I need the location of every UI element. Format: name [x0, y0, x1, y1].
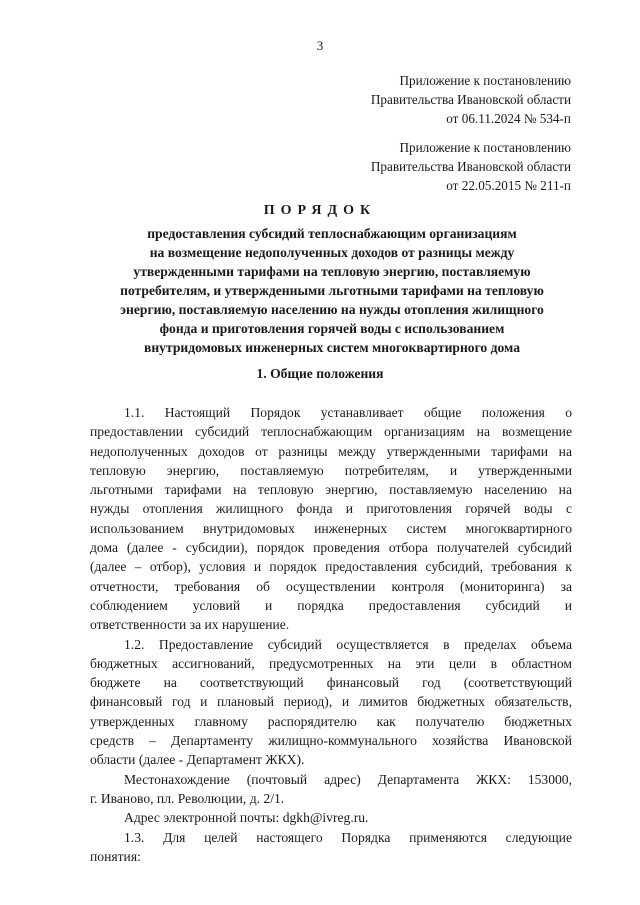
text-line: нужды отопления жилищного фонда и приготовления горячей воды с: [90, 501, 572, 517]
text-line: понятия:: [90, 848, 141, 864]
appendix-line: Правительства Ивановской области: [370, 92, 571, 107]
appendix-line: Правительства Ивановской области: [370, 159, 571, 174]
text-line: тепловую энергию, поставляемую потребителям, и утвержденными: [90, 462, 572, 478]
text-line: недополученных доходов от разницы между утвержденными тарифами на: [90, 443, 572, 459]
appendix-note-original: [371, 138, 571, 195]
paragraph-1-1: [90, 403, 572, 635]
subtitle-line: на возмещение недополученных доходов от разницы между: [149, 245, 515, 260]
text-line: 1.1. Настоящий Порядок устанавливает общие положения о: [124, 405, 572, 420]
paragraph-address: [90, 770, 572, 809]
section-heading: 1. Общие положения: [256, 366, 384, 381]
text-line: отчетности, требования об осуществлении контроля (мониторинга) за: [90, 578, 572, 594]
appendix-line: от 06.11.2024 № 534-п: [446, 111, 571, 126]
text-line: предоставлении субсидий теплоснабжающим организациям на возмещение: [90, 424, 572, 440]
document-subtitle: [88, 224, 576, 357]
document-body: [90, 403, 572, 866]
text-line: г. Иваново, пл. Революции, д. 2/1.: [90, 790, 285, 806]
paragraph-email: [90, 808, 572, 827]
text-line: 1.3. Для целей настоящего Порядка применяются следующие: [124, 829, 572, 845]
text-line: (далее – отбор), условия и порядок предоставления субсидий, требования к: [90, 559, 572, 575]
subtitle-line: энергию, поставляемую населению на нужды отопления жилищного: [120, 302, 544, 317]
subtitle-line: утвержденными тарифами на тепловую энергию, поставляемую: [133, 264, 531, 279]
document-title: ПОРЯДОК: [263, 203, 377, 218]
appendix-note-current: [371, 71, 571, 128]
page-number: 3: [316, 38, 324, 53]
text-line: ответственности за их нарушение.: [90, 617, 290, 633]
text-line: дома (далее - субсидии), порядок проведения отбора получателей субсидий: [90, 540, 572, 556]
text-line: Местонахождение (почтовый адрес) Департамента ЖКХ: 153000,: [124, 771, 572, 787]
appendix-line: Приложение к постановлению: [399, 140, 571, 155]
subtitle-line: предоставления субсидий теплоснабжающим организациям: [147, 226, 517, 241]
text-line: соблюдением условий и порядка предоставления субсидий и: [90, 597, 572, 613]
text-line: использованием внутридомовых инженерных систем многоквартирного: [90, 520, 572, 536]
text-line: утвержденных главному распорядителю как получателю бюджетных: [90, 713, 572, 729]
text-line: финансовый год и плановый период), и лимитов бюджетных обязательств,: [90, 694, 572, 710]
subtitle-line: внутридомовых инженерных систем многоквартирного дома: [144, 340, 520, 355]
text-line: льготными тарифами на тепловую энергию, поставляемую населению на: [90, 482, 572, 498]
subtitle-line: фонда и приготовления горячей воды с использованием: [159, 321, 505, 336]
paragraph-1-2: [90, 635, 572, 770]
paragraph-1-3: [90, 828, 572, 867]
subtitle-line: потребителям, и утвержденными льготными тарифами на тепловую: [120, 283, 544, 298]
text-line: бюджете на соответствующий финансовый год (соответствующий: [90, 675, 572, 691]
text-line: 1.2. Предоставление субсидий осуществляется в пределах объема: [124, 636, 572, 652]
appendix-line: Приложение к постановлению: [399, 73, 571, 88]
text-line: средств – Департаменту жилищно-коммунального хозяйства Ивановской: [90, 733, 572, 749]
text-line: области (далее - Департамент ЖКХ).: [90, 752, 305, 768]
text-line: бюджетных ассигнований, предусмотренных на эти цели в областном: [90, 655, 572, 671]
appendix-line: от 22.05.2015 № 211-п: [446, 178, 571, 193]
text-line: Адрес электронной почты: dgkh@ivreg.ru.: [124, 810, 369, 826]
